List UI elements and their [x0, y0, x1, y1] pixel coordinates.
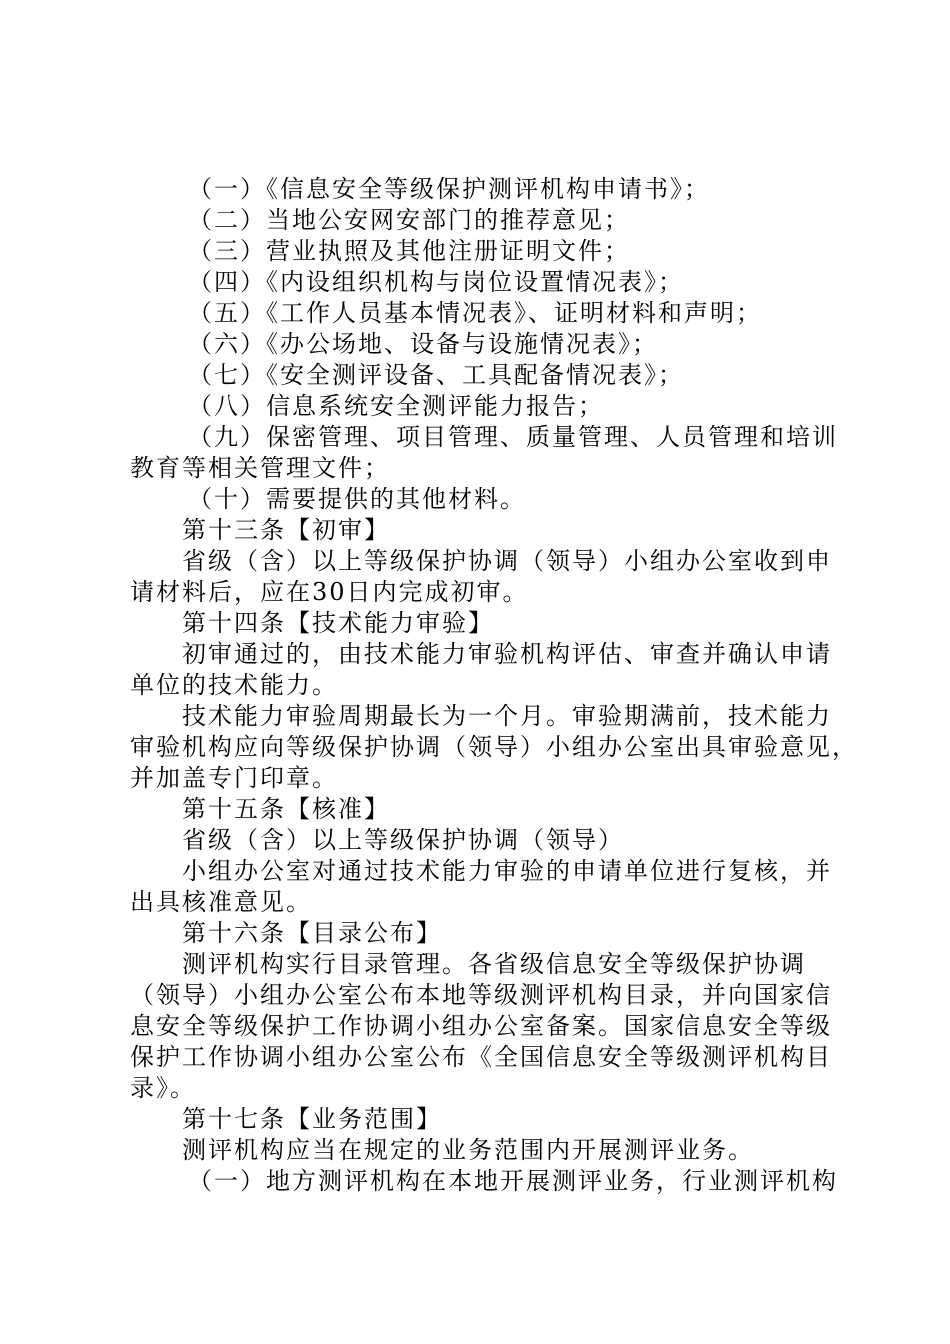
article-15-paragraph-2: 小组办公室对通过技术能力审验的申请单位进行复核，并	[182, 857, 832, 885]
list-item-9: （九）保密管理、项目管理、质量管理、人员管理和培训	[188, 423, 838, 451]
list-item-4: （四）《内设组织机构与岗位设置情况表》；	[188, 268, 684, 296]
article-13-paragraph-continued: 请材料后，应在30日内完成初审。	[130, 578, 529, 606]
list-item-2: （二）当地公安网安部门的推荐意见；	[188, 206, 630, 234]
article-16-paragraph-line-3: 息安全等级保护工作协调小组办公室备案。国家信息安全等级	[130, 1012, 832, 1040]
list-item-8: （八）信息系统安全测评能力报告；	[188, 392, 604, 420]
article-14-paragraph-2: 技术能力审验周期最长为一个月。审验期满前，技术能力	[182, 702, 832, 730]
article-17-list-item-1: （一）地方测评机构在本地开展测评业务，行业测评机构	[188, 1167, 838, 1195]
article-13-paragraph: 省级（含）以上等级保护协调（领导）小组办公室收到申	[182, 547, 832, 575]
article-14-paragraph-2-end: 并加盖专门印章。	[130, 764, 338, 792]
article-15-heading: 第十五条【核准】	[182, 795, 390, 823]
list-item-1: （一）《信息安全等级保护测评机构申请书》；	[188, 175, 710, 203]
article-14-paragraph-1: 初审通过的，由技术能力审验机构评估、审查并确认申请	[182, 640, 832, 668]
article-15-paragraph-2-continued: 出具核准意见。	[130, 888, 312, 916]
list-item-10: （十）需要提供的其他材料。	[188, 485, 526, 513]
article-16-paragraph-line-4: 保护工作协调小组办公室公布《全国信息安全等级测评机构目	[130, 1043, 832, 1071]
article-16-paragraph: 测评机构实行目录管理。各省级信息安全等级保护协调	[182, 950, 806, 978]
article-16-paragraph-line-2: （领导）小组办公室公布本地等级测评机构目录，并向国家信	[130, 981, 832, 1009]
list-item-7: （七）《安全测评设备、工具配备情况表》；	[188, 361, 684, 389]
list-item-6: （六）《办公场地、设备与设施情况表》；	[188, 330, 658, 358]
article-14-paragraph-2-continued: 审验机构应向等级保护协调（领导）小组办公室出具审验意见，	[130, 733, 858, 761]
article-17-paragraph: 测评机构应当在规定的业务范围内开展测评业务。	[182, 1136, 754, 1164]
article-14-paragraph-1-continued: 单位的技术能力。	[130, 671, 338, 699]
document-body	[130, 174, 858, 1197]
list-item-3: （三）营业执照及其他注册证明文件；	[188, 237, 630, 265]
article-17-heading: 第十七条【业务范围】	[182, 1105, 442, 1133]
article-14-heading: 第十四条【技术能力审验】	[182, 609, 494, 637]
list-item-9-continued: 教育等相关管理文件；	[130, 454, 390, 482]
article-13-heading: 第十三条【初审】	[182, 516, 390, 544]
list-item-5: （五）《工作人员基本情况表》、证明材料和声明；	[188, 299, 762, 327]
article-16-heading: 第十六条【目录公布】	[182, 919, 442, 947]
article-16-paragraph-line-5: 录》。	[130, 1074, 196, 1102]
article-15-paragraph-1: 省级（含）以上等级保护协调（领导）	[182, 826, 624, 854]
